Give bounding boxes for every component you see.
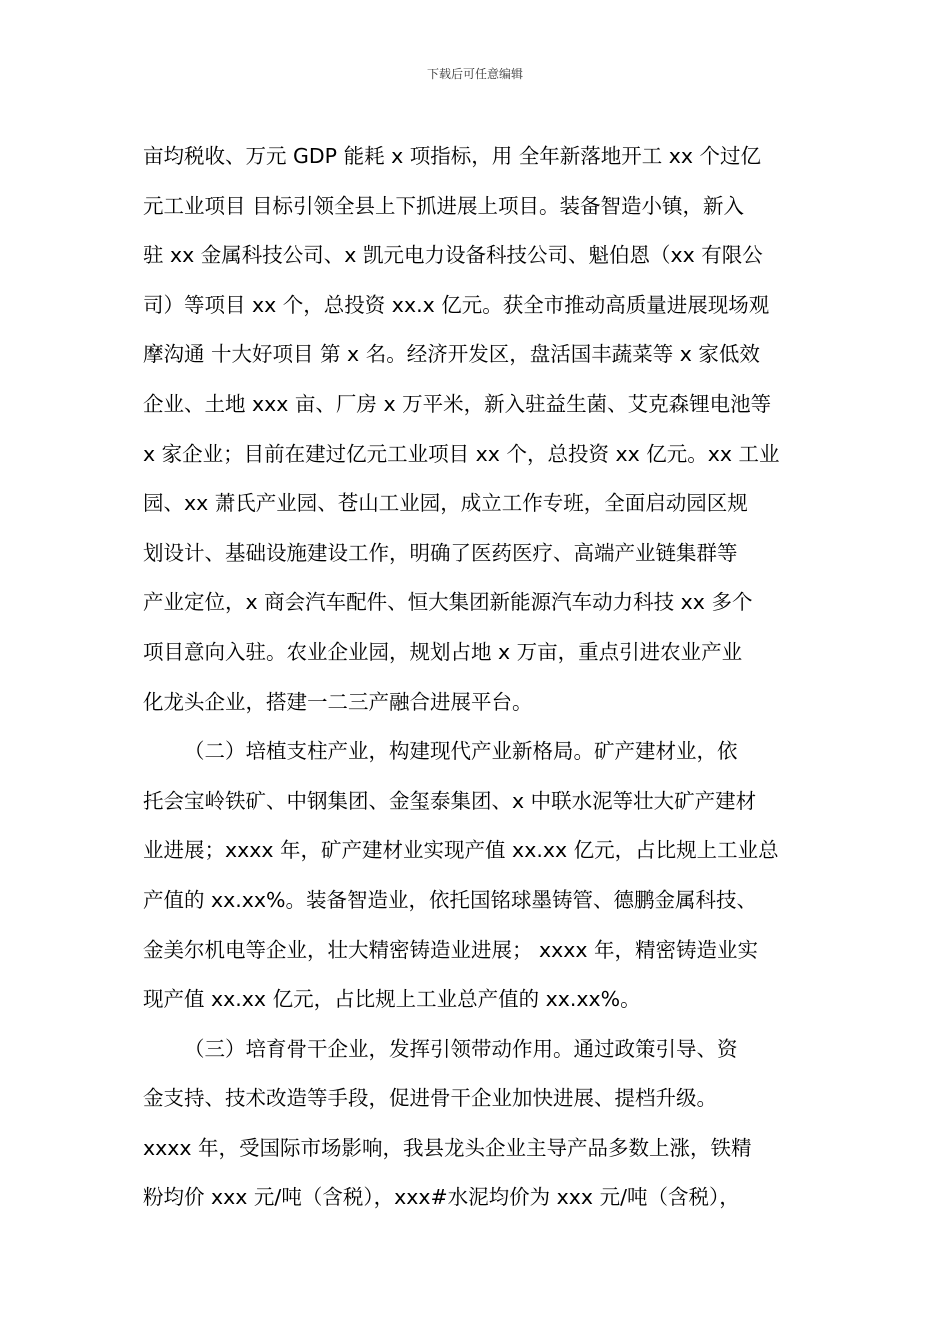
text-line: 园、xx 萧氏产业园、苍山工业园，成立工作专班，全面启动园区规 [143,491,748,516]
text-line: xxxx 年，受国际市场影响，我县龙头企业主导产品多数上涨，铁精 [143,1135,752,1160]
text-line: 化龙头企业，搭建一二三产融合进展平台。 [143,689,533,714]
document-body [143,132,807,1223]
page-header: 下载后可任意编辑 [426,67,523,81]
text-line: 司）等项目 xx 个，总投资 xx.x 亿元。获全市推动高质量进展现场观 [143,292,770,317]
text-line: x 家企业；目前在建过亿元工业项目 xx 个，总投资 xx 亿元。xx 工业 [143,441,780,466]
text-line: 产业定位，x 商会汽车配件、恒大集团新能源汽车动力科技 xx 多个 [143,590,753,615]
text-line: 元工业项目 目标引领全县上下抓进展上项目。装备智造小镇，新入 [143,193,745,218]
paragraph-start-line: （三）培育骨干企业，发挥引领带动作用。通过政策引导、资 [184,1036,738,1061]
text-line: 金美尔机电等企业，壮大精密铸造业进展； xxxx 年，精密铸造业实 [143,937,759,962]
text-line: 企业、土地 xxx 亩、厂房 x 万平米，新入驻益生菌、艾克森锂电池等 [143,391,772,416]
text-line: 业进展；xxxx 年，矿产建材业实现产值 xx.xx 亿元，占比规上工业总 [143,838,779,863]
text-line: 现产值 xx.xx 亿元，占比规上工业总产值的 xx.xx%。 [143,987,641,1012]
text-line: 亩均税收、万元 GDP 能耗 x 项指标，用 全年新落地开工 xx 个过亿 [143,144,762,168]
text-line: 划设计、基础设施建设工作，明确了医药医疗、高端产业链集群等 [143,540,738,565]
text-line: 项目意向入驻。农业企业园，规划占地 x 万亩，重点引进农业产业 [143,639,743,664]
text-line: 摩沟通 十大好项目 第 x 名。经济开发区，盘活国丰蔬菜等 x 家低效 [143,342,760,367]
text-line: 金支持、技术改造等手段，促进骨干企业加快进展、提档升级。 [143,1086,717,1111]
text-line: 粉均价 xxx 元/吨（含税），xxx#水泥均价为 xxx 元/吨（含税）， [143,1185,740,1210]
text-line: 产值的 xx.xx%。装备智造业，依托国铭球墨铸管、德鹏金属科技、 [143,887,758,912]
text-line: 驻 xx 金属科技公司、x 凯元电力设备科技公司、魁伯恩（xx 有限公 [143,243,763,268]
text-line: 托会宝岭铁矿、中钢集团、金玺泰集团、x 中联水泥等壮大矿产建材 [143,788,757,813]
paragraph-start-line: （二）培植支柱产业，构建现代产业新格局。矿产建材业，依 [184,739,738,764]
